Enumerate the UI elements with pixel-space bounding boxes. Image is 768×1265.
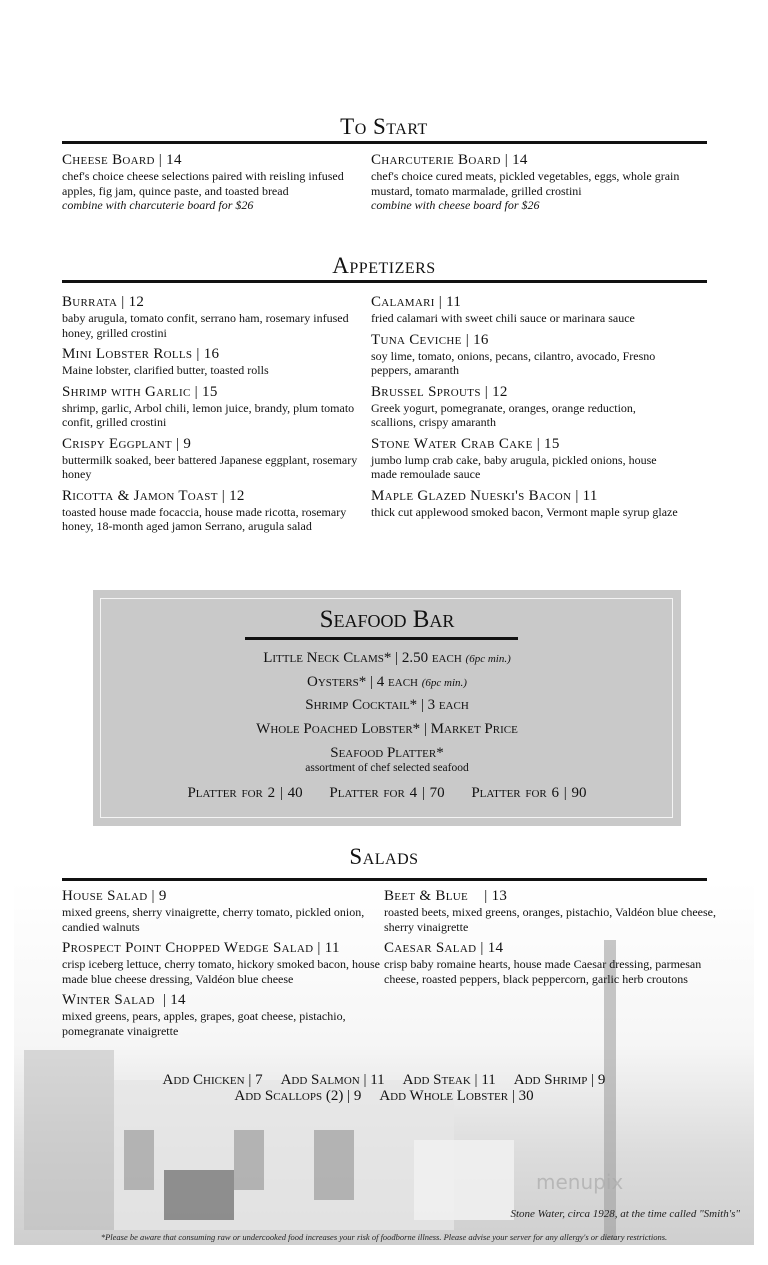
watermark-logo: menupix bbox=[536, 1170, 624, 1194]
add-on: Add Whole Lobster | 30 bbox=[379, 1088, 534, 1104]
platter-option: Platter for 2 | 40 bbox=[187, 785, 303, 801]
item-desc: jumbo lump crab cake, baby arugula, pickled onions, house made remoulade sauce bbox=[371, 452, 657, 481]
item-name: Mini Lobster Rolls | 16 bbox=[62, 346, 220, 362]
disclaimer: *Please be aware that consuming raw or undercooked food increases your risk of foodborne illness. Please advise your server for any allergy's or dietary restrictions. bbox=[100, 1232, 668, 1242]
menu-item bbox=[62, 436, 372, 482]
add-on: Add Steak | 11 bbox=[402, 1072, 496, 1088]
menu-item bbox=[371, 294, 681, 326]
menu-item bbox=[62, 488, 372, 534]
item-name: Calamari | 11 bbox=[371, 294, 462, 310]
divider bbox=[245, 637, 518, 640]
section-title-seafood-bar: Seafood Bar bbox=[319, 606, 455, 633]
item-note: combine with cheese board for $26 bbox=[371, 198, 540, 212]
item-desc: toasted house made focaccia, house made ricotta, rosemary honey, 18-month aged jamon Serrano, arugula salad bbox=[62, 504, 347, 533]
appetizers-right-column bbox=[371, 294, 681, 525]
menu-item bbox=[384, 940, 724, 986]
menu-item bbox=[371, 488, 681, 520]
menu-item bbox=[384, 888, 724, 934]
item-desc: crisp baby romaine hearts, house made Caesar dressing, parmesan cheese, roasted peppers, black peppercorn, garlic herb croutons bbox=[384, 957, 702, 986]
menu-item bbox=[62, 294, 372, 340]
section-title-to-start: To Start bbox=[340, 114, 428, 139]
add-on: Add Salmon | 11 bbox=[280, 1072, 385, 1088]
item-name: Caesar Salad | 14 bbox=[384, 940, 504, 956]
item-name: Maple Glazed Nueski's Bacon | 11 bbox=[371, 487, 598, 504]
item-name: Burrata | 12 bbox=[62, 294, 145, 310]
item-name: Prospect Point Chopped Wedge Salad | 11 bbox=[62, 940, 340, 956]
add-on: Add Chicken | 7 bbox=[162, 1072, 263, 1088]
item-desc: Maine lobster, clarified butter, toasted rolls bbox=[62, 363, 269, 377]
item-name: Oysters* | 4 each bbox=[307, 674, 418, 690]
menu-item bbox=[62, 992, 382, 1038]
item-name: House Salad | 9 bbox=[62, 888, 167, 904]
menu-item bbox=[62, 384, 372, 430]
platter-options bbox=[93, 785, 681, 802]
menu-item bbox=[371, 332, 681, 378]
menu-item bbox=[371, 384, 681, 430]
item-desc: shrimp, garlic, Arbol chili, lemon juice, brandy, plum tomato confit, grilled crostini bbox=[62, 400, 355, 429]
seafood-item bbox=[93, 650, 681, 667]
menu-item bbox=[371, 152, 681, 213]
item-desc: mixed greens, sherry vinaigrette, cherry tomato, pickled onion, candied walnuts bbox=[62, 905, 365, 934]
item-name: Stone Water Crab Cake | 15 bbox=[371, 435, 560, 452]
seafood-item bbox=[93, 674, 681, 691]
item-desc: mixed greens, pears, apples, grapes, goat cheese, pistachio, pomegranate vinaigrette bbox=[62, 1009, 346, 1038]
item-desc: crisp iceberg lettuce, cherry tomato, hickory smoked bacon, house made blue cheese dressing, Valdéon blue cheese bbox=[62, 957, 381, 986]
item-name: Charcuterie Board | 14 bbox=[371, 152, 528, 168]
item-name: Cheese Board | 14 bbox=[62, 152, 182, 168]
item-desc: buttermilk soaked, beer battered Japanese eggplant, rosemary honey bbox=[62, 452, 358, 481]
photo-caption: Stone Water, circa 1928, at the time called "Smith's" bbox=[510, 1208, 740, 1220]
add-on: Add Scallops (2) | 9 bbox=[234, 1088, 362, 1104]
item-name: Crispy Eggplant | 9 bbox=[62, 435, 192, 452]
salad-add-ons-row1 bbox=[0, 1072, 768, 1089]
menu-item bbox=[371, 436, 681, 482]
item-note: (6pc min.) bbox=[421, 677, 467, 689]
menu-item bbox=[62, 888, 382, 934]
item-name: Tuna Ceviche | 16 bbox=[371, 331, 489, 348]
item-desc: soy lime, tomato, onions, pecans, cilantro, avocado, Fresno peppers, amaranth bbox=[371, 348, 656, 377]
item-name: Shrimp with Garlic | 15 bbox=[62, 383, 218, 400]
item-desc: baby arugula, tomato confit, serrano ham, rosemary infused honey, grilled crostini bbox=[62, 311, 349, 340]
item-desc: thick cut applewood smoked bacon, Vermont maple syrup glaze bbox=[371, 504, 678, 519]
seafood-item: Whole Poached Lobster* | Market Price bbox=[256, 721, 518, 737]
item-name: Beet & Blue | 13 bbox=[384, 888, 508, 904]
item-desc: chef's choice cheese selections paired with reisling infused apples, fig jam, quince paste, and toasted bread bbox=[62, 169, 344, 198]
seafood-item: Shrimp Cocktail* | 3 each bbox=[305, 697, 469, 713]
platter-option: Platter for 6 | 90 bbox=[471, 785, 587, 801]
item-note: (6pc min.) bbox=[465, 653, 511, 665]
menu-item bbox=[62, 940, 382, 986]
divider bbox=[62, 141, 707, 144]
item-name: Brussel Sprouts | 12 bbox=[371, 383, 508, 400]
add-on: Add Shrimp | 9 bbox=[513, 1072, 606, 1088]
section-title-salads: Salads bbox=[349, 844, 419, 869]
item-name: Little Neck Clams* | 2.50 each bbox=[263, 650, 462, 666]
divider bbox=[62, 878, 707, 881]
item-note: combine with charcuterie board for $26 bbox=[62, 198, 254, 212]
platter-option: Platter for 4 | 70 bbox=[329, 785, 445, 801]
salads-left-column bbox=[62, 888, 382, 1044]
item-name: Ricotta & Jamon Toast | 12 bbox=[62, 487, 245, 504]
item-desc: roasted beets, mixed greens, oranges, pistachio, Valdéon blue cheese, sherry vinaigrette bbox=[384, 905, 717, 934]
item-desc: chef's choice cured meats, pickled vegetables, eggs, whole grain mustard, tomato marmalade, grilled crostini bbox=[371, 169, 680, 198]
appetizers-left-column bbox=[62, 294, 372, 540]
item-desc: fried calamari with sweet chili sauce or marinara sauce bbox=[371, 311, 635, 325]
menu-item bbox=[62, 346, 372, 378]
salad-add-ons-row2 bbox=[0, 1088, 768, 1105]
salads-right-column bbox=[384, 888, 724, 992]
item-desc: Greek yogurt, pomegranate, oranges, orange reduction, scallions, crispy amaranth bbox=[371, 400, 636, 429]
menu-item bbox=[62, 152, 372, 213]
divider bbox=[62, 280, 707, 283]
item-desc: assortment of chef selected seafood bbox=[305, 762, 469, 774]
item-name: Winter Salad | 14 bbox=[62, 992, 186, 1008]
seafood-bar-box bbox=[93, 590, 681, 826]
section-title-appetizers: Appetizers bbox=[332, 253, 436, 278]
seafood-item: Seafood Platter* bbox=[330, 745, 444, 761]
